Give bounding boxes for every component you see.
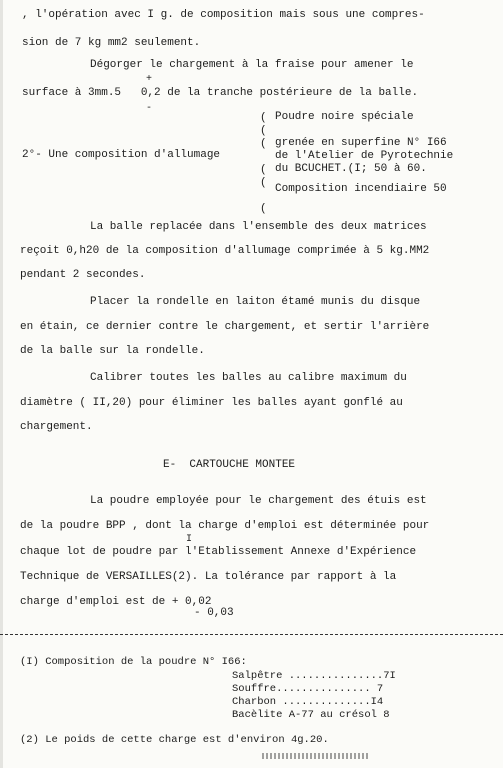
text-line: charge d'emploi est de + 0,02 [20, 596, 212, 608]
text-line: diamètre ( II,20) pour éliminer les balles ayant gonflé au [20, 397, 403, 409]
text-line: Placer la rondelle en laiton étamé munis du disque [90, 296, 421, 308]
text-line: de la poudre BPP , dont la charge d'emploi est déterminée pour [20, 520, 430, 532]
footnote-item: Charbon ..............I4 [232, 696, 384, 708]
footnote-2: (2) Le poids de cette charge est d'environ 4g.20. [20, 734, 329, 746]
text-line: chaque lot de poudre par l'Etablissement Annexe d'Expérience [20, 546, 417, 558]
ink-smudge [262, 753, 370, 759]
text-line: de la balle sur la rondelle. [20, 345, 205, 357]
text-line: , l'opération avec I g. de composition mais sous une compres- [22, 9, 425, 21]
text-line: Technique de VERSAILLES(2). La tolérance par rapport à la [20, 571, 397, 583]
plus-mark: + [146, 74, 153, 85]
text-line: chargement. [20, 421, 93, 433]
text-line: Dégorger le chargement à la fraise pour amener le [90, 59, 414, 71]
brace: ( ( ( ( ( ( [260, 112, 267, 215]
text-line: La balle replacée dans l'ensemble des deux matrices [90, 221, 427, 233]
footnote-title: (I) Composition de la poudre N° I66: [20, 656, 247, 668]
composition-label: 2°- Une composition d'allumage [22, 149, 221, 161]
text-line: reçoit 0,h20 de la composition d'allumage comprimée à 5 kg.MM2 [20, 245, 430, 257]
text-line: La poudre employée pour le chargement des étuis est [90, 495, 427, 507]
composition-item: de l'Atelier de Pyrotechnie [275, 150, 454, 162]
footnote-item: Souffre............... 7 [232, 683, 384, 695]
section-heading: E- CARTOUCHE MONTEE [163, 459, 296, 471]
text-line: en étain, ce dernier contre le chargement, et sertir l'arrière [20, 321, 430, 333]
footnote-item: Salpêtre ...............7I [232, 670, 396, 682]
footnote-item: Bacèlite A-77 au crésol 8 [232, 709, 390, 721]
composition-item: du BCUCHET.(I; 50 à 60. [275, 163, 427, 175]
minus-mark: - [146, 103, 153, 114]
text-line: - 0,03 [194, 607, 234, 619]
footnote-divider [0, 634, 503, 635]
text-line: pendant 2 secondes. [20, 269, 146, 281]
composition-item: Poudre noire spéciale [275, 111, 414, 123]
footnote-marker: I [186, 534, 193, 545]
text-line: Calibrer toutes les balles au calibre maximum du [90, 372, 407, 384]
text-line: sion de 7 kg mm2 seulement. [22, 37, 201, 49]
composition-item: grenée en superfine N° I66 [275, 137, 447, 149]
scan-edge [0, 0, 3, 768]
composition-item: Composition incendiaire 50 [275, 183, 447, 195]
text-line: surface à 3mm.5 0,2 de la tranche postérieure de la balle. [22, 87, 419, 99]
